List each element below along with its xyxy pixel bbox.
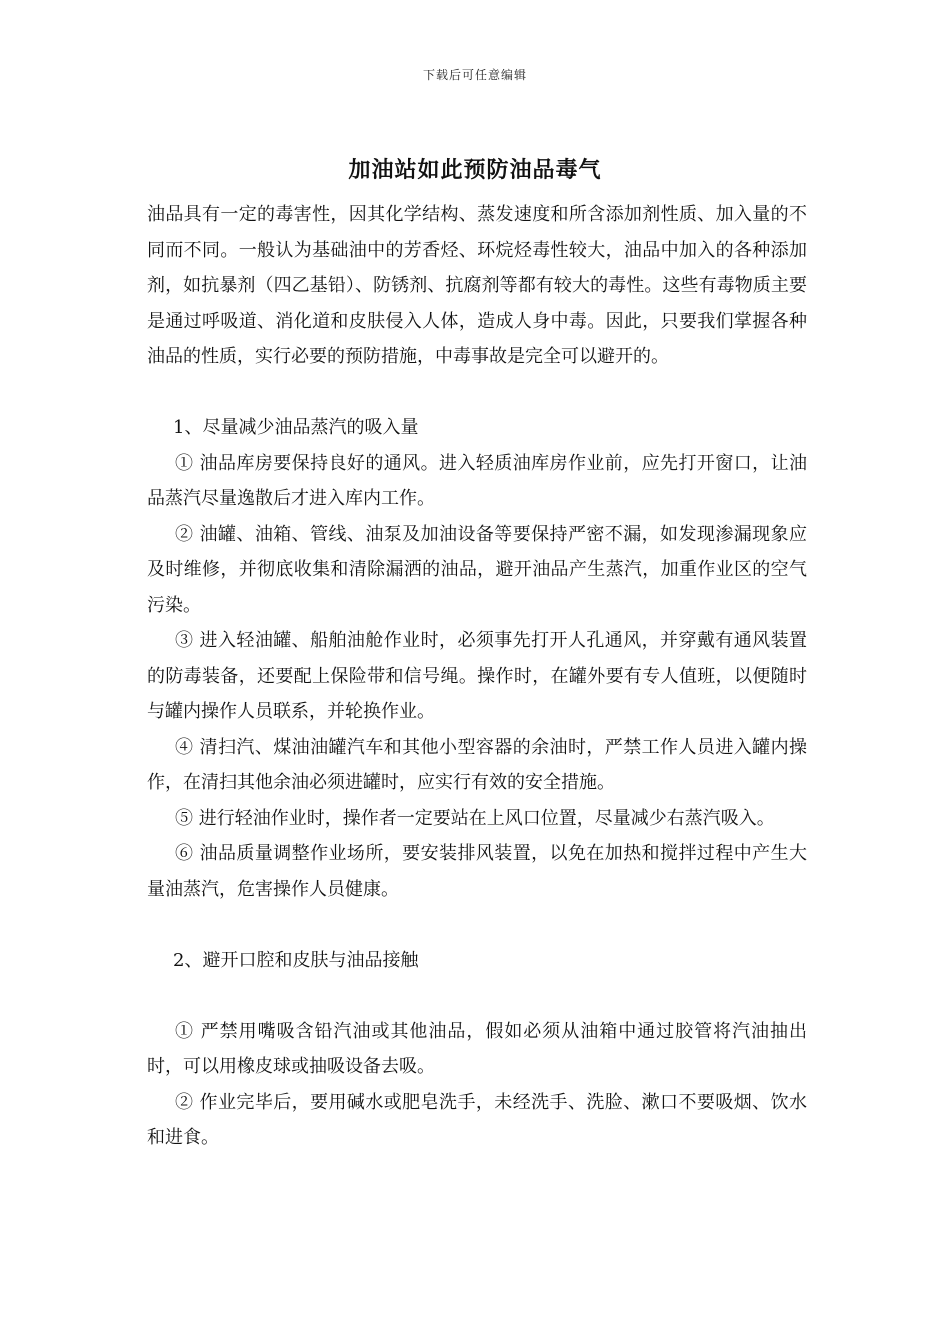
header-note: 下载后可任意编辑 [422,68,527,82]
section-2-item-2: ② 作业完毕后，要用碱水或肥皂洗手，未经洗手、洗脸、漱口不要吸烟、饮水和进食。 [147,1091,807,1148]
section-2-item-1: ① 严禁用嘴吸含铅汽油或其他油品，假如必须从油箱中通过胶管将汽油抽出时，可以用橡皮球或抽吸设备去吸。 [147,1020,807,1077]
section-2-heading: 2、避开口腔和皮肤与油品接触 [173,949,419,971]
paragraph-spacer [147,375,807,411]
section-1-item-1: ① 油品库房要保持良好的通风。进入轻质油库房作业前，应先打开窗口，让油品蒸汽尽量逸散后才进入库内工作。 [147,452,807,509]
section-1-item-6: ⑥ 油品质量调整作业场所，要安装排风装置，以免在加热和搅拌过程中产生大量油蒸汽，危害操作人员健康。 [147,843,807,900]
paragraph-spacer [147,907,807,943]
paragraph-spacer [147,978,807,1014]
document-title: 加油站如此预防油品毒气 [348,157,602,183]
document-body [147,197,807,1156]
section-1-item-5: ⑤ 进行轻油作业时，操作者一定要站在上风口位置，尽量减少右蒸汽吸入。 [175,807,775,829]
section-1-heading: 1、尽量减少油品蒸汽的吸入量 [173,417,419,438]
section-1-item-4: ④ 清扫汽、煤油油罐汽车和其他小型容器的余油时，严禁工作人员进入罐内操作，在清扫其他余油必须进罐时，应实行有效的安全措施。 [147,736,807,793]
intro-paragraph: 油品具有一定的毒害性，因其化学结构、蒸发速度和所含添加剂性质、加入量的不同而不同。一般认为基础油中的芳香烃、环烷烃毒性较大，油品中加入的各种添加剂，如抗暴剂（四乙基铅）、防锈剂、抗腐剂等都有较大的毒性。这些有毒物质主要是通过呼吸道、消化道和皮肤侵入人体，造成人身中毒。因此，只要我们掌握各种油品的性质，实行必要的预防措施，中毒事故是完全可以避开的。 [147,204,807,367]
section-1-item-2: ② 油罐、油箱、管线、油泵及加油设备等要保持严密不漏，如发现渗漏现象应及时维修，并彻底收集和清除漏洒的油品，避开油品产生蒸汽，加重作业区的空气污染。 [147,523,807,616]
section-1-item-3: ③ 进入轻油罐、船舶油舱作业时，必须事先打开人孔通风，并穿戴有通风装置的防毒装备，还要配上保险带和信号绳。操作时，在罐外要有专人值班，以便随时与罐内操作人员联系，并轮换作业。 [147,630,807,722]
